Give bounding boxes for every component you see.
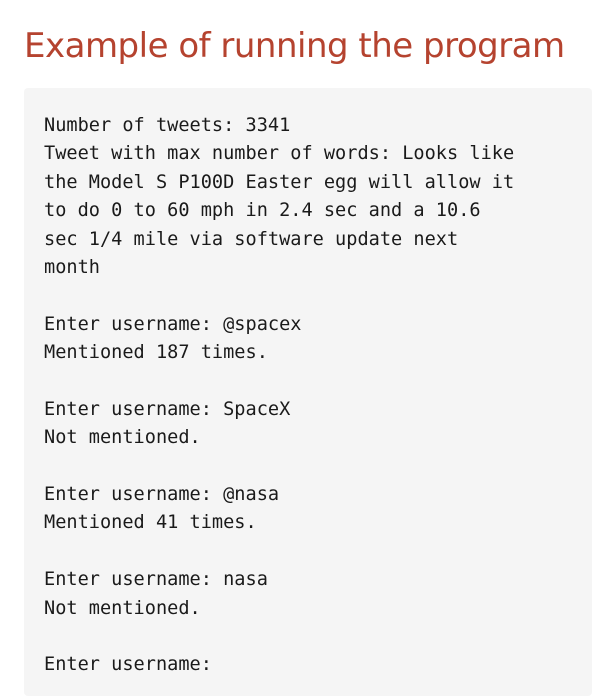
blank-line	[44, 368, 572, 396]
blank-line	[44, 282, 572, 310]
program-output-block	[24, 88, 592, 696]
max-words-tweet-line: to do 0 to 60 mph in 2.4 sec and a 10.6	[44, 200, 481, 222]
max-words-tweet-line: Tweet with max number of words: Looks like	[44, 143, 515, 165]
max-words-tweet-line: month	[44, 256, 100, 278]
blank-line	[44, 623, 572, 651]
blank-line	[44, 453, 572, 481]
mention-result-line: Not mentioned.	[44, 427, 201, 449]
max-words-tweet-line: sec 1/4 mile via software update next	[44, 228, 459, 250]
mention-result-line: Mentioned 187 times.	[44, 342, 268, 364]
final-username-prompt-line: Enter username:	[44, 654, 212, 676]
username-prompt-line: Enter username: @nasa	[44, 484, 280, 506]
username-prompt-line: Enter username: nasa	[44, 569, 268, 591]
mention-result-line: Mentioned 41 times.	[44, 512, 257, 534]
max-words-tweet-line: the Model S P100D Easter egg will allow it	[44, 171, 515, 193]
blank-line	[44, 538, 572, 566]
tweet-count-line: Number of tweets: 3341	[44, 115, 291, 136]
section-heading: Example of running the program	[24, 26, 565, 66]
username-prompt-line: Enter username: SpaceX	[44, 398, 291, 420]
username-prompt-line: Enter username: @spacex	[44, 313, 302, 335]
mention-result-line: Not mentioned.	[44, 597, 201, 619]
